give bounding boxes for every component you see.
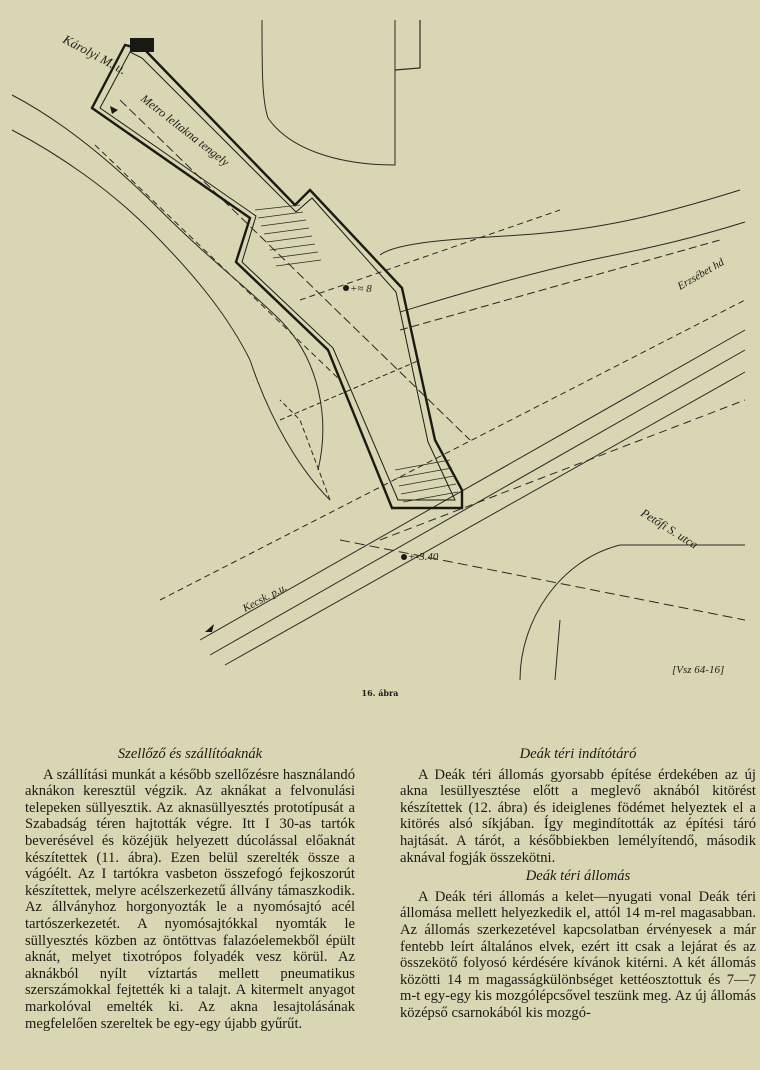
section-heading-deak-station: Deák téri állomás [525,868,631,885]
paragraph-deak-station: A Deák téri állomás a kelet—nyugati vonal Deák téri állomása mellett helyezkedik el, attól 14 m-rel magasabban. Az állomás szerkezetével kapcsolatban érvényesek a már fentebb leírt általános elvek, ezért itt csak a lejárat és az összekötő folyosó kérdésére kívánok kitérni. A két állomás közötti 14 m magasságkülönbséget kettéosztottuk és 7—7 m-t egy-egy kis mozgólépcsővel teszünk meg. Az új állomás középső csarnokából kis mozgó- [400,888,756,1021]
section-heading-shafts: Szellőző és szállítóaknák [117,746,263,762]
level-label-lower: +-3.40 [408,551,439,563]
section-heading-deak-launch: Deák téri indítótáró [519,746,637,762]
street-label-karolyi: Károlyi M. u. [60,31,130,78]
figure-stamp: [Vsz 64-16] [672,664,725,676]
axis-label: Metro leltakna tengely [138,91,233,169]
street-label-petofi: Petőfi S. utca [638,505,701,552]
left-column [25,746,355,1032]
level-label-upper: +≈ 8 [350,283,372,295]
street-label-kecskemeti: Kecsk. p.u. [240,581,290,615]
right-column [400,746,756,1022]
figure-caption: 16. ábra [361,688,399,698]
street-label-erzsebet: Erzsébet hd [675,256,727,293]
paragraph-shafts: A szállítási munkát a később szellőzésre használandó aknákon keresztül végzik. Az aknákat a felvonulási telepeken süllyesztik. Az aknasüllyesztés prototípusát a Szabadság téren hajtották végre. Itt I 30-as tartók beverésével és közéjük helyezett dúcolással előaknát készítettek (11. ábra). Ezen belül szerelték össze a vágóélt. Az I tartókra vasbeton összefogó fejkoszorút készítettek, melyre acélszerkezetű állvány támaszkodik. Az állványhoz horgonyozták le a nyomósajtó acél tartószerkezetét. A nyomósajtókkal nyomták le süllyesztés közben az öntöttvas falazóelemekből épült aknát, melyet tixotrópos folyadék vesz körül. Az aknákból nyílt víztartás mellett pneumatikus szerszámokkal fejtették ki a talajt. A kitermelt anyagot markolóval emelték ki. Az akna lesajtolásának megfelelően szereltek be egy-egy újabb gyűrűt. [25,766,355,1032]
paragraph-deak-launch: A Deák téri állomás gyorsabb építése érdekében az új akna lesüllyesztése előtt a meglevő aknából kitörést készítettek (12. ábra) és ideiglenes födémet helyeztek el a kitörés alsó síkjában. Így megindították az építési táró hajtását. A tárót, a későbbiekben lemélyítendő, második aknával fogják összekötni. [400,766,756,866]
